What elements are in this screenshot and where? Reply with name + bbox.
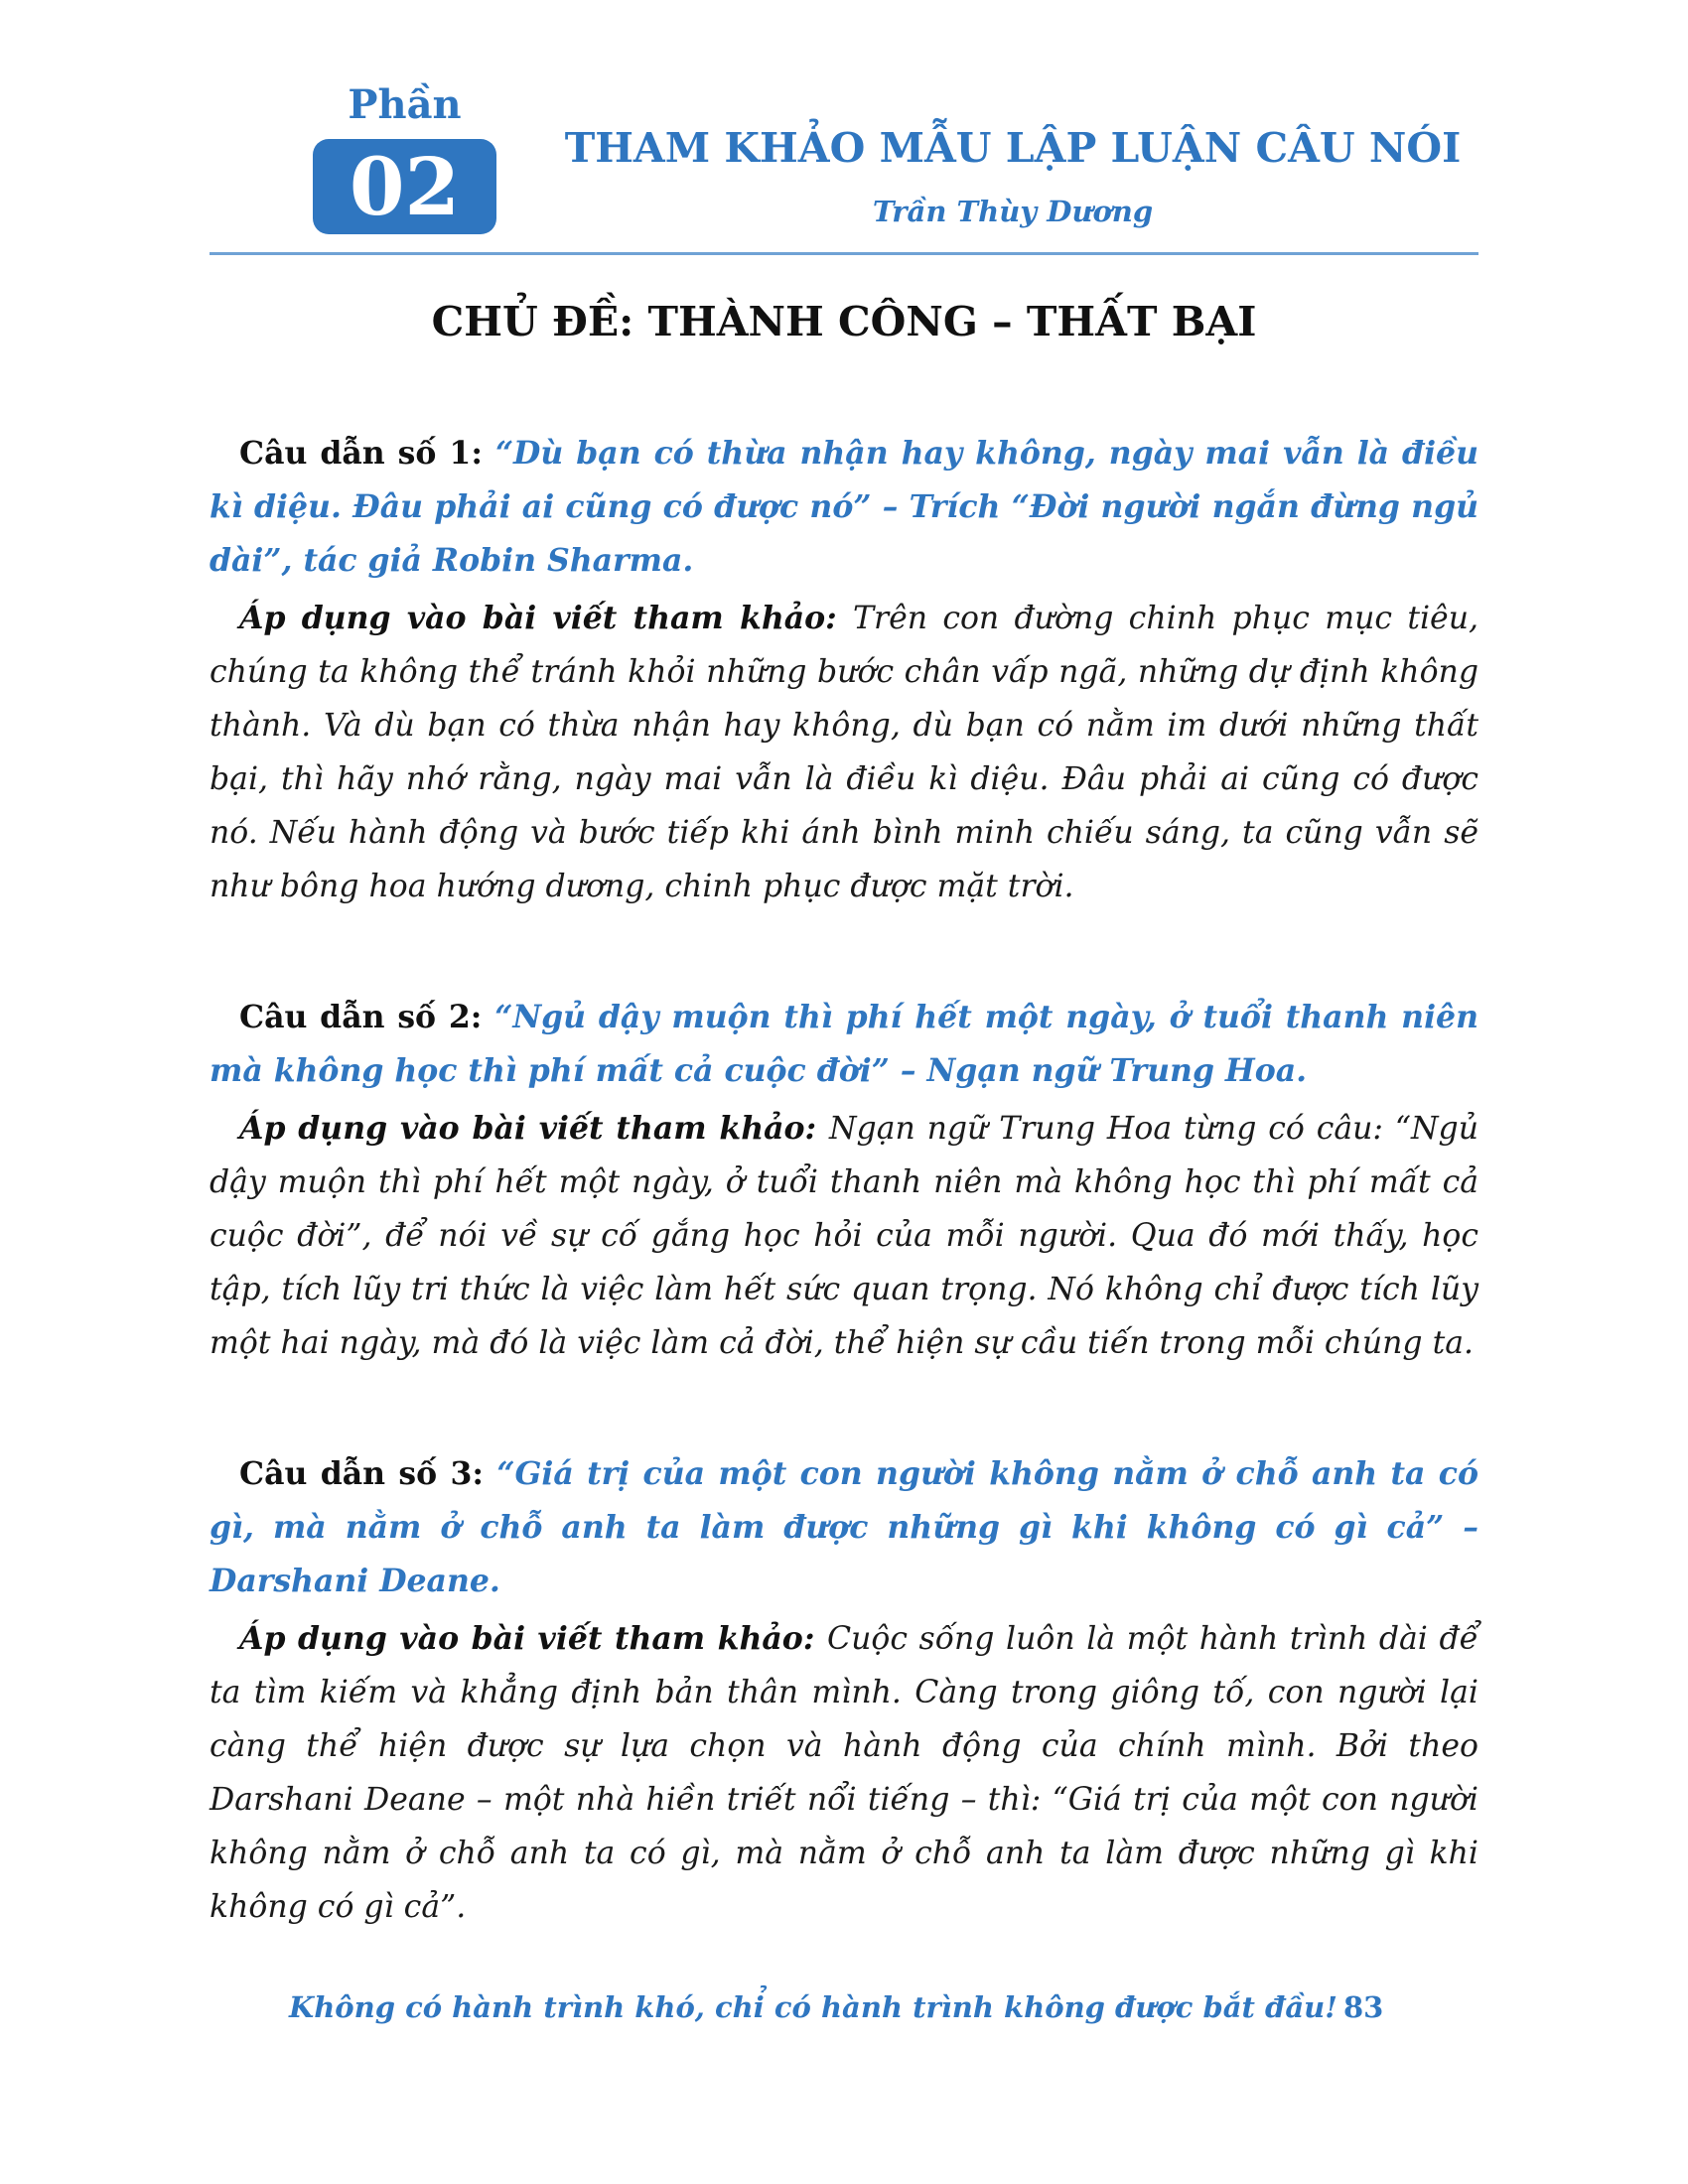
apply-text: Cuộc sống luôn là một hành trình dài để ta tìm kiếm và khẳng định bản thân mình. Càng trong giông tố, con người lại càng thể hiện được sự lựa chọn và hành động của chính mình. Bởi theo Darshani Deane – một nhà hiền triết nổi tiếng – thì: “Giá trị của một con người không nằm ở chỗ anh ta có gì, mà nằm ở chỗ anh ta làm được những gì khi không có gì cả”. [210,1621,1478,1925]
apply-label: Áp dụng vào bài viết tham khảo: [239,600,854,636]
page-footer [210,1990,1478,2030]
quote-text: “Giá trị của một con người không nằm ở chỗ anh ta có gì, mà nằm ở chỗ anh ta làm được những gì khi không có gì cả” – Darshani Deane. [210,1455,1478,1599]
quote-item-2 [210,991,1478,1370]
quote-item-3 [210,1447,1478,1934]
quote-paragraph [210,1447,1478,1608]
apply-text: Ngạn ngữ Trung Hoa từng có câu: “Ngủ dậy muộn thì phí hết một ngày, ở tuổi thanh niên mà không học thì phí mất cả cuộc đời”, để nói về sự cố gắng học hỏi của mỗi người. Qua đó mới thấy, học tập, tích lũy tri thức là việc làm hết sức quan trọng. Nó không chỉ được tích lũy một hai ngày, mà đó là việc làm cả đời, thể hiện sự cầu tiến trong mỗi chúng ta. [210,1111,1479,1361]
quote-label: Câu dẫn số 2: [239,999,495,1035]
apply-paragraph [210,592,1478,913]
quote-label: Câu dẫn số 1: [239,435,495,472]
topic-title: CHỦ ĐỀ: THÀNH CÔNG – THẤT BẠI [431,298,1257,345]
footer-motto: Không có hành trình khó, chỉ có hành trình không được bắt đầu! [289,1990,1337,2024]
section-title: THAM KHẢO MẪU LẬP LUẬN CÂU NÓI [564,124,1462,172]
quote-paragraph [210,427,1478,588]
quote-text: “Dù bạn có thừa nhận hay không, ngày mai vẫn là điều kì diệu. Đâu phải ai cũng có được nó” – Trích “Đời người ngắn đừng ngủ dài”, tác giả Robin Sharma. [210,435,1478,579]
quote-paragraph [210,991,1478,1098]
apply-paragraph [210,1612,1478,1934]
page-number: 83 [1343,1990,1384,2024]
header-divider [210,252,1478,255]
apply-paragraph [210,1102,1478,1370]
author-name: Trần Thùy Dương [872,195,1154,228]
apply-text: Trên con đường chinh phục mục tiêu, chúng ta không thể tránh khỏi những bước chân vấp ngã, những dự định không thành. Và dù bạn có thừa nhận hay không, dù bạn có nằm im dưới những thất bại, thì hãy nhớ rằng, ngày mai vẫn là điều kì diệu. Đâu phải ai cũng có được nó. Nếu hành động và bước tiếp khi ánh bình minh chiếu sáng, ta cũng vẫn sẽ như bông hoa hướng dương, chinh phục được mặt trời. [210,601,1478,904]
main-content [210,427,1478,1934]
quote-text: “Ngủ dậy muộn thì phí hết một ngày, ở tuổi thanh niên mà không học thì phí mất cả cuộc đời” – Ngạn ngữ Trung Hoa. [210,999,1478,1089]
apply-label: Áp dụng vào bài viết tham khảo: [239,1110,829,1147]
quote-item-1 [210,427,1478,913]
apply-label: Áp dụng vào bài viết tham khảo: [239,1620,827,1657]
part-number-badge: 02 [313,139,496,234]
part-label: Phần [348,81,462,128]
quote-label: Câu dẫn số 3: [239,1455,497,1492]
